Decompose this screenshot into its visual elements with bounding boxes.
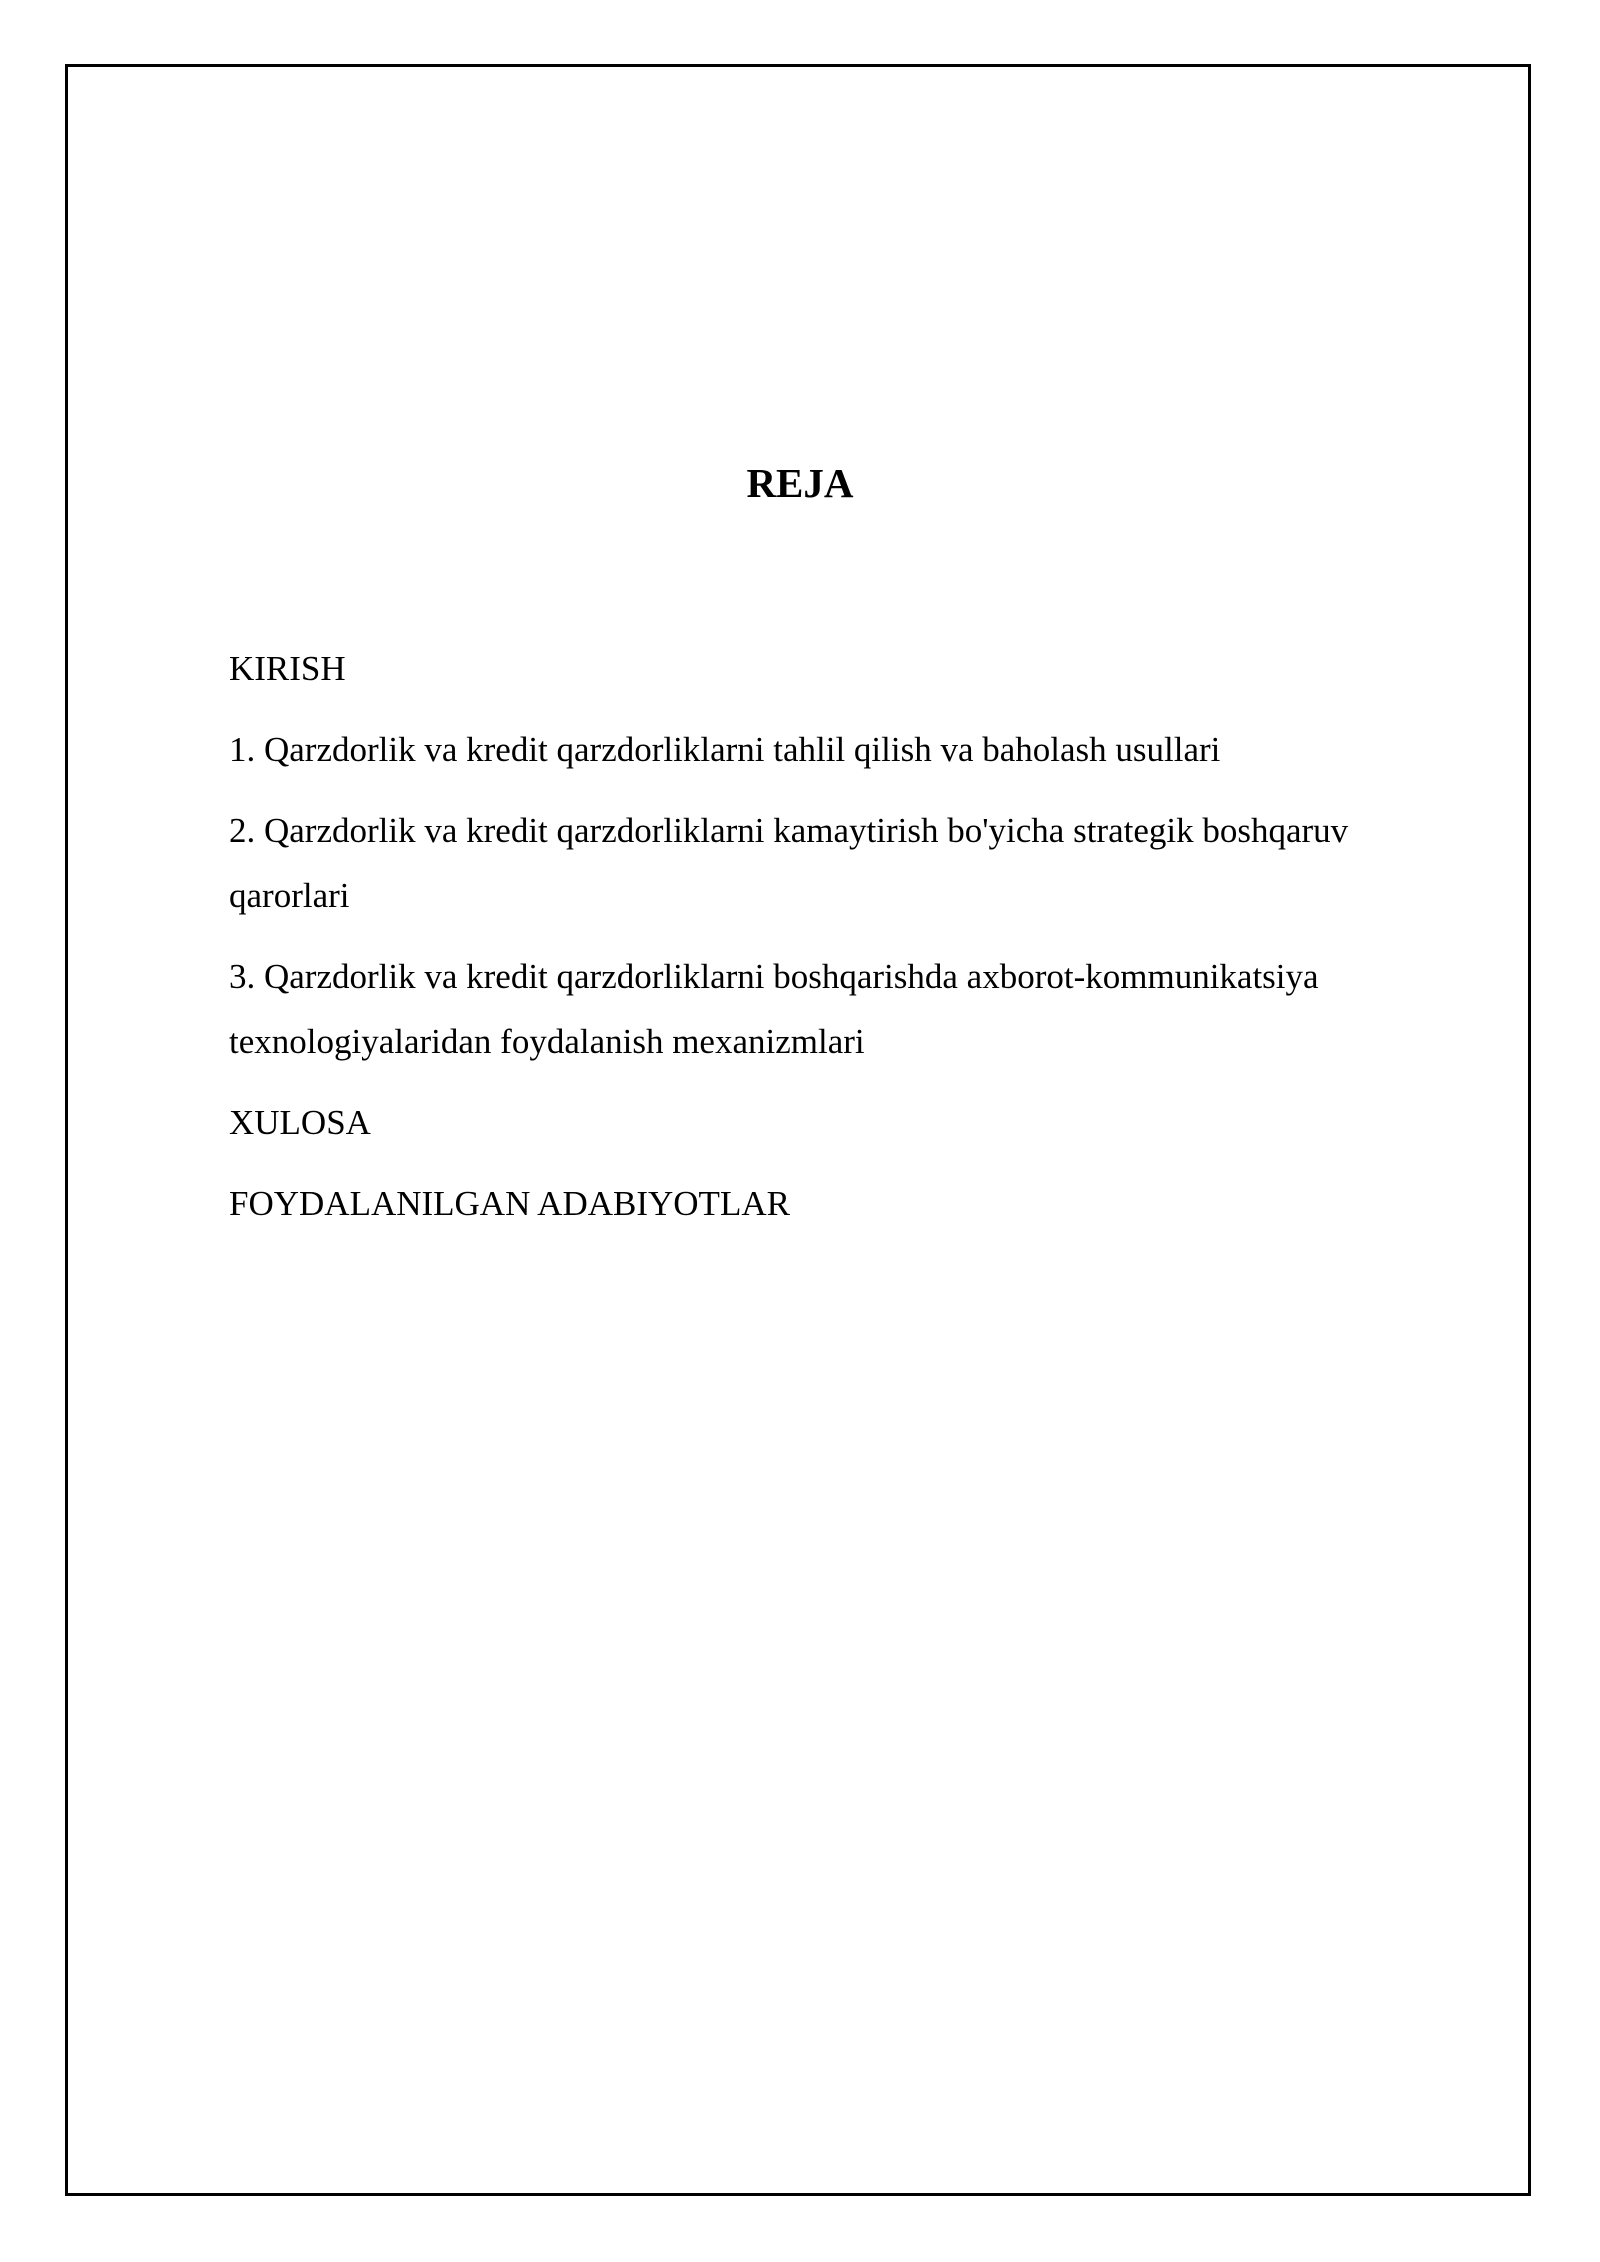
plan-item-1: 1. Qarzdorlik va kredit qarzdorliklarni tahlil qilish va baholash usullari	[229, 730, 1221, 769]
plan-item-3: 3. Qarzdorlik va kredit qarzdorliklarni boshqarishda axborot-kommunikatsiya texnologiyalaridan foydalanish mexanizmlari	[229, 957, 1319, 1061]
plan-item-conclusion: XULOSA	[229, 1103, 371, 1142]
plan-item-introduction: KIRISH	[229, 649, 346, 688]
plan-item-references: FOYDALANILGAN ADABIYOTLAR	[229, 1184, 790, 1223]
plan-item-2: 2. Qarzdorlik va kredit qarzdorliklarni kamaytirish bo'yicha strategik boshqaruv qarorlari	[229, 811, 1349, 915]
plan-list	[229, 636, 1469, 1252]
page-title: REJA	[746, 460, 854, 506]
